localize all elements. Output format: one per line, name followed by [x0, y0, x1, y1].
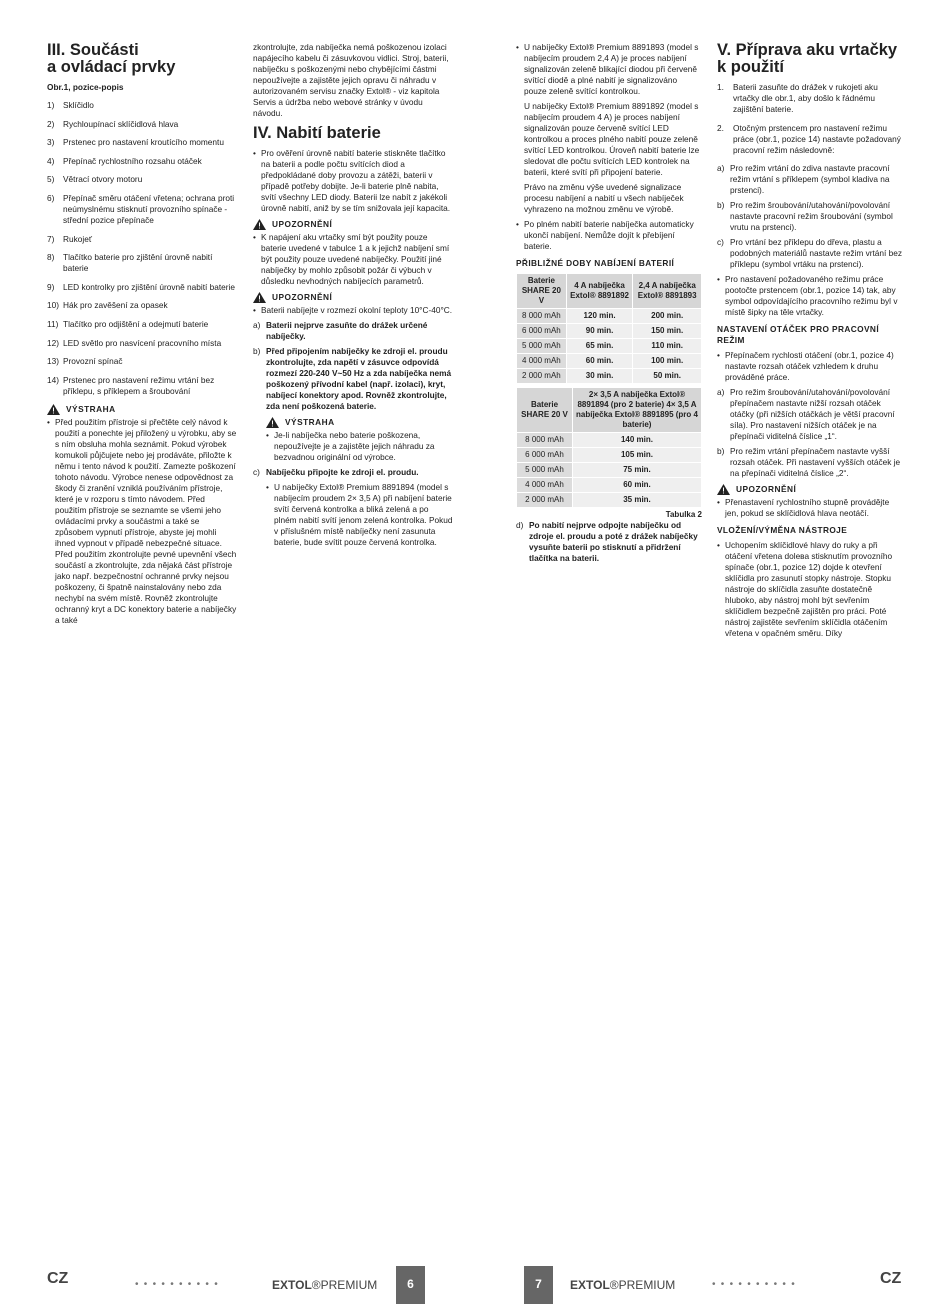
table-cell: 120 min. [566, 309, 633, 324]
table-cell: 4 000 mAh [517, 354, 567, 369]
warning-icon [47, 404, 60, 415]
list-item: c) Pro vrtání bez příklepu do dřeva, plastu a podobných materiálů nastavte režim vrtání bez příklepu (symbol vrtáku na prstenci). [717, 237, 903, 270]
table-cell: 50 min. [633, 369, 702, 384]
bullet: • Přenastavení rychlostního stupně provádějte jen, pokud se sklíčidlová hlava neotáčí. [717, 497, 890, 519]
table-cell: 6 000 mAh [517, 448, 573, 463]
table-cell: 150 min. [633, 324, 702, 339]
table-row [517, 369, 702, 384]
list-item: 8) Tlačítko baterie pro zjištění úrovně nabití baterie [47, 252, 213, 274]
bullet: • Pro nastavení požadovaného režimu práce pootočte prstencem (obr.1, pozice 14) tak, aby symbol odpovídajícího pracovního režimu byl v místě šipky na těle vrtačky. [717, 274, 898, 318]
brand-logo-left: EXTOL®PREMIUM [272, 1278, 378, 1292]
column-3 [516, 42, 702, 568]
page-number-left: 6 [396, 1266, 425, 1304]
warning-icon [253, 219, 266, 230]
table-row [517, 309, 702, 324]
figure-subtitle: Obr.1, pozice-popis [47, 82, 124, 92]
table-cell: 8 000 mAh [517, 433, 573, 448]
bullet: • Baterii nabíjejte v rozmezí okolní teploty 10°C-40°C. [253, 305, 453, 315]
step-a: a) Baterii nejprve zasuňte do drážek určené nabíječky. [253, 320, 428, 341]
list-item: b) Pro režim vrtání přepínačem nastavte vyšší rozsah otáček. Při nastavení vyšších otáček je na přepínači viditelná číslice „2“. [717, 446, 901, 479]
table-cell: 75 min. [573, 463, 702, 478]
list-item: a) Pro režim šroubování/utahování/povolování přepínačem nastavte nižší rozsah otáček otáčky (při nižších otáčkách je větší pracovní síla). Pro nastavení nižších otáček je na přepínači viditelná číslice „1“. [717, 387, 895, 442]
list-item: 3) Prstenec pro nastavení kroutícího momentu [47, 137, 224, 148]
warning-heading: VÝSTRAHA [266, 417, 453, 428]
table-row [517, 478, 702, 493]
table-row [517, 354, 702, 369]
footer [0, 632, 950, 1292]
list-item: 1) Sklíčidlo [47, 100, 94, 110]
charging-table-2 [516, 387, 702, 508]
page-number-right: 7 [524, 1266, 553, 1304]
step-c: c) Nabíječku připojte ke zdroji el. proudu. [253, 467, 419, 477]
bullet: • Uchopením sklíčidlové hlavy do ruky a při otáčení vřetena dolева stisknutím provozního spínače (obr.1, pozice 12) dojde k otevření sklíčidla pro zasunutí stopky nástroje. Stopku nástroje do sklíčidla zasuňte dostatečně hluboko, aby nástroj mohl být sevřením sklíčidlem bezpečně zajištěn pro práci. Poté nástroj zajistěte sevřením sklíčidla otáčením vřetena v opačném směru. Díky [717, 540, 893, 639]
table-row [517, 339, 702, 354]
tool-insert-heading: VLOŽENÍ/VÝMĚNA NÁSTROJE [717, 525, 848, 536]
list-item: 13) Provozní spínač [47, 356, 123, 367]
notice-heading: UPOZORNĚNÍ [717, 484, 903, 495]
section-title-charging: IV. Nabití baterie [253, 124, 381, 142]
table-header: Baterie SHARE 20 V [517, 388, 573, 433]
bullet: • K napájení aku vrtačky smí být použity pouze baterie uvedené v tabulce 1 a k jejichž nabíjení smí být použity pouze uvedené nabíječky. Použití jiné nabíječky by mohlo způsobit požár či výbuch v důsledku nevhodných nabíjecích parametrů. [253, 232, 450, 286]
notice-heading: UPOZORNĚNÍ [253, 219, 453, 230]
table-row [517, 324, 702, 339]
charging-table-1 [516, 273, 702, 384]
list-item: b) Pro režim šroubování/utahování/povolování nastavte pracovní režim šroubování (symbol vrutu na prstenci). [717, 200, 893, 233]
table-row [517, 463, 702, 478]
table-cell: 5 000 mAh [517, 463, 573, 478]
footer-dots: •••••••••• [135, 1279, 224, 1290]
column-1 [47, 42, 237, 630]
table-row [517, 433, 702, 448]
step-b: b) Před připojením nabíječky ke zdroji el. proudu zkontrolujte, zda napětí v zásuvce odpovídá rozmezí 220-240 V~50 Hz a zda nabíječka nemá poškozený přívodní kabel (např. izolaci), kryt, nabíjecí konektory apod. Rovněž zkontrolujte, zda není poškozená baterie. [253, 346, 452, 411]
list-item: 14) Prstenec pro nastavení režimu vrtání bez příklepu, s příklepem a šroubování [47, 374, 215, 396]
table-cell: 4 000 mAh [517, 478, 573, 493]
bullet: • U nabíječky Extol® Premium 8891893 (model s nabíjecím proudem 2,4 A) je proces nabíjení signalizován zeleně blikající diodou při červeně svítící diodě a plné nabití je signalizováno pouze zeleně svítící kontrolkou. [516, 42, 699, 96]
table-header: 2× 3,5 A nabíječka Extol® 8891894 (pro 2 baterie) 4× 3,5 A nabíječka Extol® 8891895 (pro 4 baterie) [573, 388, 702, 433]
charging-times-heading: PŘIBLIŽNÉ DOBY NABÍJENÍ BATERIÍ [516, 258, 675, 268]
bullet: • Pro ověření úrovně nabití baterie stiskněte tlačítko na baterii a podle počtu svítících diod a předpokládané doby provozu a zátěži, baterii v případě potřeby dobijte. Je-li baterie plně nabita, svítí všechny LED diody. Baterii lze nabít z jakékoli úrovně nabití, aniž by se tím snižovala její kapacita. [253, 148, 451, 213]
list-item: 6) Přepínač směru otáčení vřetena; ochrana proti neúmyslnému stisknutí provozního spínače - střední pozice přepínače [47, 192, 235, 225]
table-cell: 2 000 mAh [517, 493, 573, 508]
bullet: • Po plném nabití baterie nabíječka automaticky ukončí nabíjení. Nemůže dojít k přebíjení baterie. [516, 219, 694, 251]
table-row [517, 493, 702, 508]
table-header: Baterie SHARE 20 V [517, 274, 567, 309]
bullet: • U nabíječky Extol® Premium 8891894 (model s nabíjecím proudem 2× 3,5 A) při nabíjení baterie svítí červená kontrolka a bliká zelená a po plném nabití svítí jenom zelená kontrolka. Pokud v příslušném místě nabíječky není zasunuta baterie, bude svítit pouze červená kontrolka. [266, 482, 453, 547]
warning-icon [717, 484, 730, 495]
column-4 [717, 42, 903, 643]
table-cell: 6 000 mAh [517, 324, 567, 339]
parts-list [47, 100, 237, 397]
column-2 [253, 42, 453, 552]
list-item: 5) Větrací otvory motoru [47, 174, 143, 185]
paragraph: U nabíječky Extol® Premium 8891892 (model s nabíjecím proudem 4 A) je proces nabíjení signalizován pouze červeně svítící LED kontrolkou a proces plného nabití pouze zeleně svítící LED kontrolkou. Úroveň nabití baterie lze sledovat dle počtu svítících LED kontrolek na baterii, které svítí při připojení baterie. [524, 101, 700, 177]
list-item: 4) Přepínač rychlostního rozsahu otáček [47, 155, 202, 166]
table-cell: 110 min. [633, 339, 702, 354]
warning-text: • Před použitím přístroje si přečtěte celý návod k použití a ponechte jej přiložený u výrobku, aby se s ním obsluha mohla seznámit. Pokud výrobek komukoli půjčujete nebo jej prodáváte, přiložte k němu i tento návod k použití. Zamezte poškození tohoto návodu. Výrobce nenese odpovědnost za škody či zranění vzniklá používáním přístroje, které je v rozporu s tímto návodem. Před použitím přístroje se seznamte se všemi jeho ovládacími prvky a součástmi a také se způsobem vypnutí přístroje, abyste jej mohli ihned vypnout v případě nebezpečné situace. Před použitím zkontrolujte pevné upevnění všech součástí a zkontrolujte, zda nějaká část přístroje jako např. bezpečnostní ochranné prvky nejsou poškozeny, či špatně nainstalovány nebo zda nechybí na svém místě. Rovněž zkontrolujte ochranný kryt a DC konektory baterie a nabíječky a také [47, 417, 237, 626]
table-cell: 35 min. [573, 493, 702, 508]
table-cell: 5 000 mAh [517, 339, 567, 354]
list-item: 7) Rukojeť [47, 233, 92, 244]
table-cell: 100 min. [633, 354, 702, 369]
table-cell: 30 min. [566, 369, 633, 384]
list-item: 2. Otočným prstencem pro nastavení režimu práce (obr.1, pozice 14) nastavte požadovaný pracovní režim následovně: [717, 122, 901, 155]
footer-dots: •••••••••• [712, 1279, 801, 1290]
paragraph: Právo na změnu výše uvedené signalizace procesu nabíjení a nabití u všech nabíječek vyhrazeno na možnou změnu ve výrobě. [524, 182, 684, 214]
table-header: 2,4 A nabíječka Extol® 8891893 [633, 274, 702, 309]
warning-icon [253, 292, 266, 303]
table-cell: 60 min. [566, 354, 633, 369]
list-item: 9) LED kontrolky pro zjištění úrovně nabití baterie [47, 281, 236, 292]
warning-heading: VÝSTRAHA [47, 404, 237, 415]
step-d: d) Po nabití nejprve odpojte nabíječku od zdroje el. proudu a poté z drážek nabíječky vysuňte baterii po stisknutí a přidržení tlačítka na baterii. [516, 520, 698, 563]
notice-heading: UPOZORNĚNÍ [253, 292, 453, 303]
language-code-right: CZ [880, 1270, 902, 1287]
paragraph: zkontrolujte, zda nabíječka nemá poškozenou izolaci napájecího kabelu či zásuvkovou vidlici. Stroj, baterii, nabíječku s poškozenými nebo chybějícími částmi nepoužívejte a zajistěte jejich opravu či náhradu v autorizovaném servisu značky Extol® - viz kapitola Servis a údržba nebo webové stránky v úvodu návodu. [253, 42, 449, 118]
list-item: 12) LED světlo pro nasvícení pracovního místa [47, 337, 222, 348]
speed-setting-heading: NASTAVENÍ OTÁČEK PRO PRACOVNÍ REŽIM [717, 324, 880, 346]
bullet: • Je-li nabíječka nebo baterie poškozena, nepoužívejte je a zajistěte jejich náhradu za bezvadnou originální od výrobce. [266, 430, 435, 462]
list-item: 11) Tlačítko pro odjištění a odejmutí baterie [47, 318, 209, 329]
table-cell: 140 min. [573, 433, 702, 448]
language-code-left: CZ [47, 1270, 69, 1287]
brand-logo-right: EXTOL®PREMIUM [570, 1278, 676, 1292]
table-cell: 65 min. [566, 339, 633, 354]
list-item: 10) Hák pro zavěšení za opasek [47, 300, 168, 311]
table-caption: Tabulka 2 [665, 510, 702, 519]
list-item: 1. Baterii zasuňte do drážek v rukojeti aku vrtačky dle obr.1, aby došlo k řádnému zajištění baterie. [717, 82, 878, 114]
table-cell: 90 min. [566, 324, 633, 339]
table-cell: 60 min. [573, 478, 702, 493]
table-header: 4 A nabíječka Extol® 8891892 [566, 274, 633, 309]
bullet: • Přepínačem rychlosti otáčení (obr.1, pozice 4) nastavte rozsah otáček vzhledem k druhu prováděné práce. [717, 350, 894, 383]
table-row [517, 448, 702, 463]
table-cell: 2 000 mAh [517, 369, 567, 384]
list-item: a) Pro režim vrtání do zdiva nastavte pracovní režim vrtání s příklepem (symbol kladiva na prstenci). [717, 163, 890, 196]
warning-icon [266, 417, 279, 428]
table-cell: 200 min. [633, 309, 702, 324]
section-title-preparation: V. Příprava aku vrtačky k použití [717, 41, 898, 76]
table-cell: 8 000 mAh [517, 309, 567, 324]
table-cell: 105 min. [573, 448, 702, 463]
list-item: 2) Rychloupínací sklíčidlová hlava [47, 118, 179, 129]
section-title-components: III. Součásti a ovládací prvky [47, 41, 176, 76]
